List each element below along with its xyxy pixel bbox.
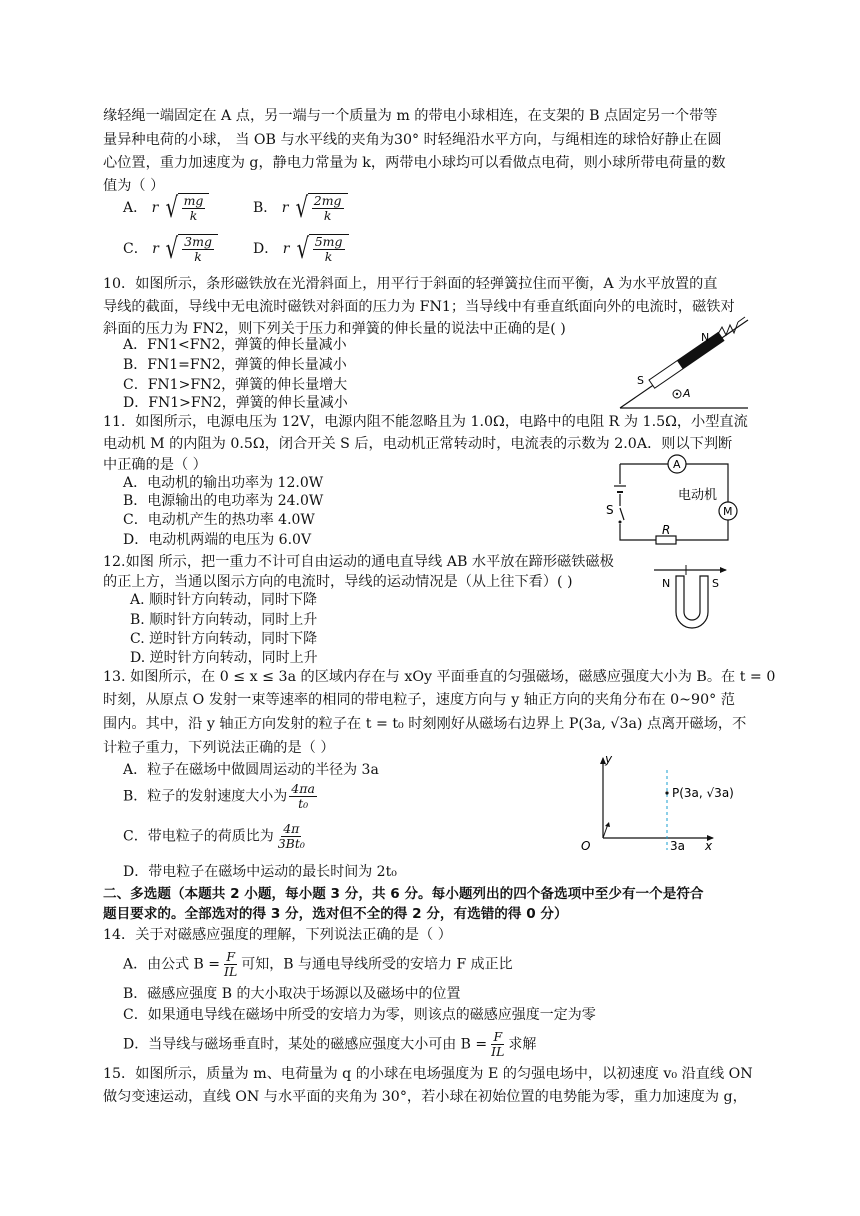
- frac-numerator: F: [226, 949, 235, 964]
- horseshoe-magnet-icon: [676, 576, 708, 628]
- point-p-label: P(3a, √3a): [672, 786, 734, 800]
- ammeter-label: A: [673, 458, 681, 471]
- option-text: 可知，B 与通电导线所受的安培力 F 成正比: [241, 956, 513, 973]
- horseshoe-magnet-figure: [650, 562, 730, 642]
- fraction: [489, 1030, 506, 1059]
- frac-denominator: IL: [491, 1044, 505, 1059]
- sqrt-expression: √ $\frac{3mg}{k}$: [163, 234, 218, 264]
- q9-line1: 缘轻绳一端固定在 A 点，另一端与一个质量为 m 的带电小球相连，在支架的 B 点固定另一个带等: [103, 108, 718, 124]
- fraction: [222, 950, 239, 979]
- q10-option-a[interactable]: A．FN1<FN2，弹簧的伸长量减小: [123, 337, 347, 353]
- circuit-figure: [600, 452, 745, 552]
- option-letter: B．: [253, 200, 278, 216]
- q15-line1: 15．如图所示，质量为 m、电荷量为 q 的小球在电场强度为 E 的匀强电场中，以初速度 v₀ 沿直线 ON: [103, 1066, 753, 1082]
- magnet-incline-figure: [615, 310, 755, 410]
- q11-line3: 中正确的是（ ）: [103, 457, 207, 473]
- var-r: r: [152, 241, 159, 257]
- resistor-icon: [656, 536, 676, 544]
- q14-option-d[interactable]: [123, 1030, 536, 1059]
- current-arrow-icon: [720, 567, 727, 573]
- x-axis-label: x: [705, 839, 713, 853]
- option-text: D．当导线与磁场垂直时，某处的磁感应强度大小可由 B =: [123, 1036, 488, 1053]
- motor-text-label: 电动机: [678, 488, 718, 503]
- coordinate-figure: [575, 750, 765, 860]
- q11-option-a[interactable]: A．电动机的输出功率为 12.0W: [123, 475, 324, 491]
- frac-denominator: IL: [224, 964, 238, 979]
- option-letter: C．: [123, 241, 148, 257]
- q10-option-d[interactable]: D．FN1>FN2，弹簧的伸长量减小: [123, 395, 348, 411]
- q9-option-b[interactable]: [253, 193, 348, 223]
- pole-s-label: S: [712, 577, 719, 590]
- q11-option-c[interactable]: C．电动机产生的热功率 4.0W: [123, 512, 315, 528]
- frac-denominator: k: [194, 249, 202, 264]
- q10-line2: 导线的截面，导线中无电流时磁铁对斜面的压力为 FN1；当导线中有垂直纸面向外的电流时，磁铁对: [103, 299, 735, 315]
- q9-line2: 量异种电荷的小球， 当 OB 与水平线的夹角为30° 时轻绳沿水平方向，与绳相连的球恰好静止在圆: [103, 132, 722, 148]
- var-r: r: [282, 241, 290, 257]
- sqrt-expression: √ $\frac{2mg}{k}$: [293, 193, 348, 223]
- q12-option-b[interactable]: B. 顺时针方向转动，同时上升: [130, 612, 318, 628]
- option-text: C．带电粒子的荷质比为: [123, 828, 274, 845]
- frac-denominator: t₀: [298, 796, 309, 811]
- var-r: r: [151, 200, 159, 216]
- q13-option-c[interactable]: [123, 822, 309, 851]
- pole-n-label: N: [662, 577, 671, 590]
- q13-option-a[interactable]: A．粒子在磁场中做圆周运动的半径为 3a: [123, 762, 379, 778]
- wire-a-label: A: [683, 387, 691, 400]
- q13-line4: 计粒子重力，下列说法正确的是（ ）: [103, 740, 335, 756]
- q14-line1: 14．关于对磁感应强度的理解，下列说法正确的是（ ）: [103, 927, 452, 943]
- q13-option-d[interactable]: D．带电粒子在磁场中运动的最长时间为 2t₀: [123, 864, 397, 880]
- q11-option-b[interactable]: B．电源输出的电功率为 24.0W: [123, 493, 324, 509]
- q9-line3: 心位置，重力加速度为 g，静电力常量为 k，两带电小球均可以看做点电荷，则小球所带电荷量的数: [103, 155, 726, 171]
- magnet-n-label: N: [701, 331, 710, 344]
- q12-line2: 的正上方，当通以图示方向的电流时，导线的运动情况是（从上往下看）( ): [103, 574, 573, 590]
- q12-option-a[interactable]: A. 顺时针方向转动，同时下降: [130, 592, 318, 608]
- frac-denominator: k: [324, 249, 333, 264]
- option-letter: D．: [253, 241, 279, 257]
- q14-option-b[interactable]: B．磁感应强度 B 的大小取决于场源以及磁场中的位置: [123, 986, 461, 1002]
- q13-option-b[interactable]: [123, 782, 319, 811]
- q9-option-a[interactable]: [123, 193, 209, 223]
- q9-option-d[interactable]: [253, 234, 349, 264]
- section2-title-line2: 题目要求的。全部选对的得 3 分，选对但不全的得 2 分，有选错的得 0 分）: [103, 906, 568, 922]
- q13-line1: 13. 如图所示，在 0 ≤ x ≤ 3a 的区域内存在与 xOy 平面垂直的匀强磁场，磁感应强度大小为 B。在 t = 0: [103, 669, 776, 685]
- frac-numerator: mg: [183, 193, 204, 208]
- three-a-label: 3a: [670, 839, 685, 853]
- sqrt-expression: √ $\frac{5mg}{k}$: [294, 234, 349, 264]
- frac-numerator: 4π: [283, 821, 300, 836]
- frac-denominator: 3Bt₀: [277, 836, 305, 851]
- frac-denominator: k: [189, 208, 198, 223]
- frac-denominator: k: [323, 208, 332, 223]
- frac-numerator: 4πa: [291, 781, 315, 796]
- q10-option-c[interactable]: C．FN1>FN2，弹簧的伸长量增大: [123, 377, 348, 393]
- q12-line1: 12.如图 所示，把一重力不计可自由运动的通电直导线 AB 水平放在蹄形磁铁磁极: [103, 554, 614, 570]
- option-text: A．由公式 B =: [123, 956, 221, 973]
- option-letter: A．: [123, 200, 148, 216]
- resistor-label: R: [662, 523, 671, 537]
- section2-title-line1: 二、多选题（本题共 2 小题，每小题 3 分，共 6 分。每小题列出的四个备选项中至少有一个是符合: [103, 886, 704, 902]
- option-text: 求解: [508, 1036, 537, 1053]
- q15-line2: 做匀变速运动，直线 ON 与水平面的夹角为 30°，若小球在初始位置的电势能为零，重力加速度为 g，: [103, 1089, 747, 1105]
- magnet-s-label: S: [637, 374, 644, 387]
- q13-line2: 时刻，从原点 O 发射一束等速率的相同的带电粒子，速度方向与 y 轴正方向的夹角分布在 0~90° 范: [103, 692, 735, 708]
- q11-line1: 11．如图所示，电源电压为 12V，电源内阻不能忽略且为 1.0Ω，电路中的电阻 R 为 1.5Ω，小型直流: [103, 414, 748, 430]
- q10-line1: 10．如图所示，条形磁铁放在光滑斜面上，用平行于斜面的轻弹簧拉住而平衡，A 为水平放置的直: [103, 276, 718, 292]
- q12-option-c[interactable]: C. 逆时针方向转动，同时下降: [130, 631, 318, 647]
- fraction: [289, 782, 317, 811]
- q11-option-d[interactable]: D．电动机两端的电压为 6.0V: [123, 532, 312, 548]
- option-text: B．粒子的发射速度大小为: [123, 788, 288, 805]
- q14-option-c[interactable]: C．如果通电导线在磁场中所受的安培力为零，则该点的磁感应强度一定为零: [123, 1007, 596, 1023]
- origin-label: O: [581, 839, 591, 853]
- var-r: r: [281, 200, 289, 216]
- frac-numerator: 5mg: [314, 234, 343, 249]
- switch-label: S: [606, 503, 614, 517]
- q10-line3: 斜面的压力为 FN2，则下列关于压力和弹簧的伸长量的说法中正确的是( ): [103, 321, 566, 337]
- q9-option-c[interactable]: [123, 234, 218, 264]
- sqrt-expression: √ $\frac{mg}{k}$: [163, 193, 210, 223]
- y-axis-label: y: [605, 752, 613, 766]
- q14-option-a[interactable]: [123, 950, 513, 979]
- q13-line3: 围内。其中，沿 y 轴正方向发射的粒子在 t = t₀ 时刻刚好从磁场右边界上 P(3a, √3a) 点离开磁场，不: [103, 716, 747, 732]
- frac-numerator: 2mg: [313, 193, 342, 208]
- frac-numerator: 3mg: [184, 234, 212, 249]
- fraction: [276, 822, 307, 851]
- q9-line4: 值为（ ）: [103, 178, 165, 194]
- motor-label: M: [723, 505, 733, 518]
- q11-line2: 电动机 M 的内阻为 0.5Ω，闭合开关 S 后，电动机正常转动时，电流表的示数为 2.0A．则以下判断: [103, 436, 733, 452]
- frac-numerator: F: [493, 1029, 503, 1044]
- q12-option-d[interactable]: D. 逆时针方向转动，同时上升: [130, 650, 318, 666]
- q10-option-b[interactable]: B．FN1=FN2，弹簧的伸长量减小: [123, 357, 347, 373]
